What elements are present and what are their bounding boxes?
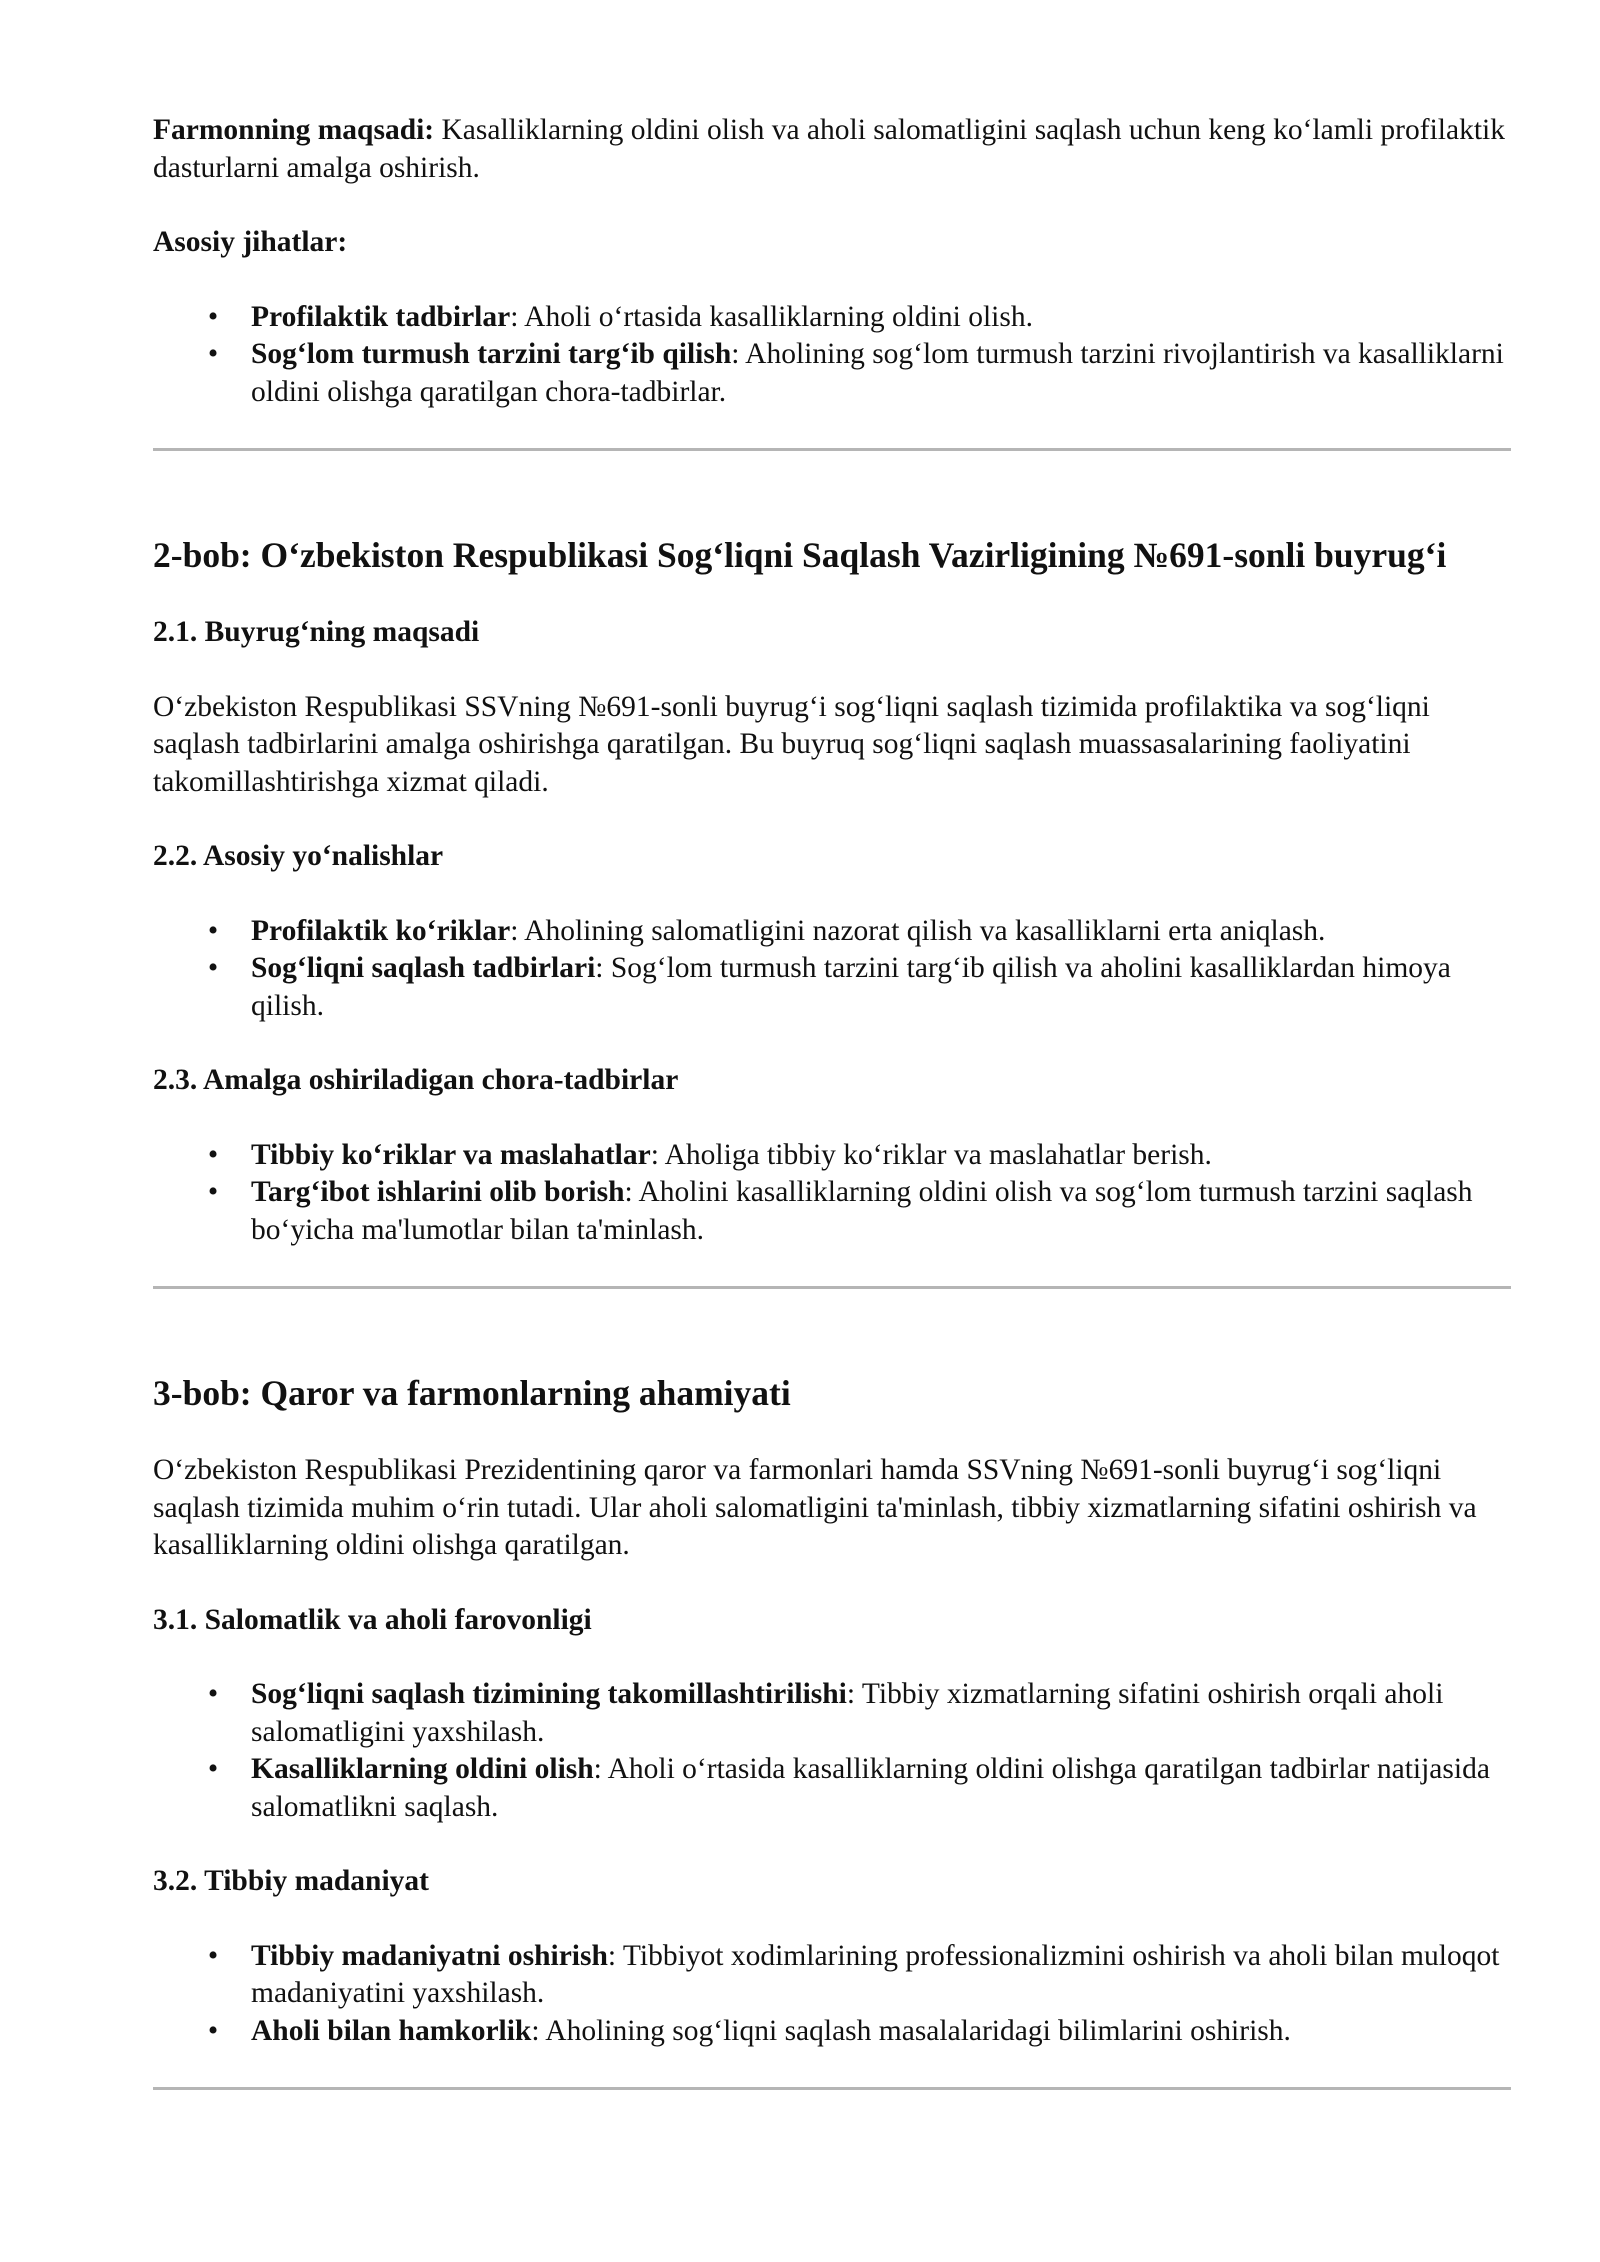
list-item	[153, 336, 1511, 411]
section-divider	[153, 448, 1511, 451]
bullet-icon: •	[207, 338, 219, 370]
section-3-2-list	[153, 1938, 1511, 2051]
list-item	[153, 2013, 1511, 2051]
bullet-icon: •	[207, 1138, 219, 1171]
intro-paragraph	[153, 112, 1511, 187]
list-item	[153, 1137, 1511, 1175]
section-3-2-title: 3.2. Tibbiy madaniyat	[153, 1865, 429, 1897]
list-item-text: : Aholiga tibbiy ko‘riklar va maslahatlar berish.	[650, 1138, 1212, 1171]
bullet-icon: •	[207, 1939, 219, 1972]
list-item	[153, 1676, 1511, 1751]
section-3-1-list	[153, 1676, 1511, 1826]
list-item-text: : Tibbiy xizmatlarning sifatini oshirish orqali aholi salomatligini yaxshilash.	[251, 1678, 1444, 1748]
list-item-bold: Profilaktik tadbirlar	[251, 300, 511, 333]
list-item	[153, 1938, 1511, 2013]
list-item-text: : Aholi o‘rtasida kasalliklarning oldini olish.	[510, 300, 1033, 333]
list-item-bold: Targ‘ibot ishlarini olib borish	[251, 1176, 625, 1208]
list-item	[153, 299, 1511, 337]
intro-text: Kasalliklarning oldini olish va aholi salomatligini saqlash uchun keng ko‘lamli profilaktik dasturlarni amalga oshirish.	[153, 114, 1505, 184]
section-divider	[153, 2087, 1511, 2090]
list-item-text: : Aholining sog‘liqni saqlash masalalaridagi bilimlarini oshirish.	[531, 2014, 1291, 2047]
intro-label: Farmonning maqsadi:	[153, 114, 435, 146]
chapter3-title: 3-bob: Qaror va farmonlarning ahamiyati	[153, 1373, 791, 1413]
list-item-text: : Aholining salomatligini nazorat qilish va kasalliklarni erta aniqlash.	[510, 914, 1326, 947]
document-page	[153, 112, 1511, 2172]
list-item-bold: Sog‘lom turmush tarzini targ‘ib qilish	[251, 338, 732, 370]
list-item-text: : Aholi o‘rtasida kasalliklarning oldini olishga qaratilgan tadbirlar natijasida salomatlikni saqlash.	[251, 1753, 1490, 1823]
list-item-bold: Aholi bilan hamkorlik	[251, 2014, 532, 2047]
section-2-1-text: O‘zbekiston Respublikasi SSVning №691-sonli buyrug‘i sog‘liqni saqlash tizimida profilaktika va sog‘liqni saqlash tadbirlarini amalga oshirishga qaratilgan. Bu buyruq sog‘liqni saqlash muassasalarining faoliyatini takomillashtirishga xizmat qiladi.	[153, 690, 1430, 798]
list-item-text: : Aholini kasalliklarning oldini olish va sog‘lom turmush tarzini saqlash bo‘yicha ma'lumotlar bilan ta'minlash.	[251, 1176, 1473, 1246]
list-item-bold: Tibbiy ko‘riklar va maslahatlar	[251, 1138, 651, 1171]
list-item-text: : Sog‘lom turmush tarzini targ‘ib qilish va aholini kasalliklardan himoya qilish.	[251, 952, 1451, 1022]
list-item-bold: Profilaktik ko‘riklar	[251, 914, 511, 947]
bullet-icon: •	[207, 1176, 219, 1208]
list-item-text: : Tibbiyot xodimlarining professionalizmini oshirish va aholi bilan muloqot madaniyatini yaxshilash.	[251, 1939, 1500, 2009]
section-divider	[153, 1286, 1511, 1289]
bullet-icon: •	[207, 300, 219, 333]
section-2-2-list	[153, 913, 1511, 1026]
chapter3-text: O‘zbekiston Respublikasi Prezidentining qaror va farmonlari hamda SSVning №691-sonli buyrug‘i sog‘liqni saqlash tizimida muhim o‘rin tutadi. Ular aholi salomatligini ta'minlash, tibbiy xizmatlarning sifatini oshirish va kasalliklarning oldini olishga qaratilgan.	[153, 1454, 1477, 1561]
list-item	[153, 950, 1511, 1025]
chapter2-title: 2-bob: O‘zbekiston Respublikasi Sog‘liqni Saqlash Vazirligining №691-sonli buyrug‘i	[153, 535, 1447, 575]
section-2-1-title: 2.1. Buyrug‘ning maqsadi	[153, 616, 480, 648]
section-3-1-title: 3.1. Salomatlik va aholi farovonligi	[153, 1603, 592, 1636]
aspects-list	[153, 299, 1511, 412]
list-item-bold: Sog‘liqni saqlash tadbirlari	[251, 952, 596, 984]
list-item-bold: Kasalliklarning oldini olish	[251, 1753, 594, 1785]
section-2-3-title: 2.3. Amalga oshiriladigan chora-tadbirlar	[153, 1064, 679, 1096]
bullet-icon: •	[207, 2014, 219, 2047]
section-2-3-list	[153, 1137, 1511, 1250]
list-item-bold: Tibbiy madaniyatni oshirish	[251, 1939, 608, 1972]
bullet-icon: •	[207, 952, 219, 984]
list-item	[153, 913, 1511, 951]
list-item-bold: Sog‘liqni saqlash tizimining takomillashtirilishi	[251, 1678, 847, 1710]
section-2-2-title: 2.2. Asosiy yo‘nalishlar	[153, 840, 444, 872]
bullet-icon: •	[207, 914, 219, 947]
list-item	[153, 1751, 1511, 1826]
bullet-icon: •	[207, 1753, 219, 1785]
list-item	[153, 1174, 1511, 1249]
list-item-text: : Aholining sog‘lom turmush tarzini rivojlantirish va kasalliklarni oldini olishga qaratilgan chora-tadbirlar.	[251, 338, 1504, 408]
bullet-icon: •	[207, 1678, 219, 1710]
aspects-label: Asosiy jihatlar:	[153, 226, 348, 258]
